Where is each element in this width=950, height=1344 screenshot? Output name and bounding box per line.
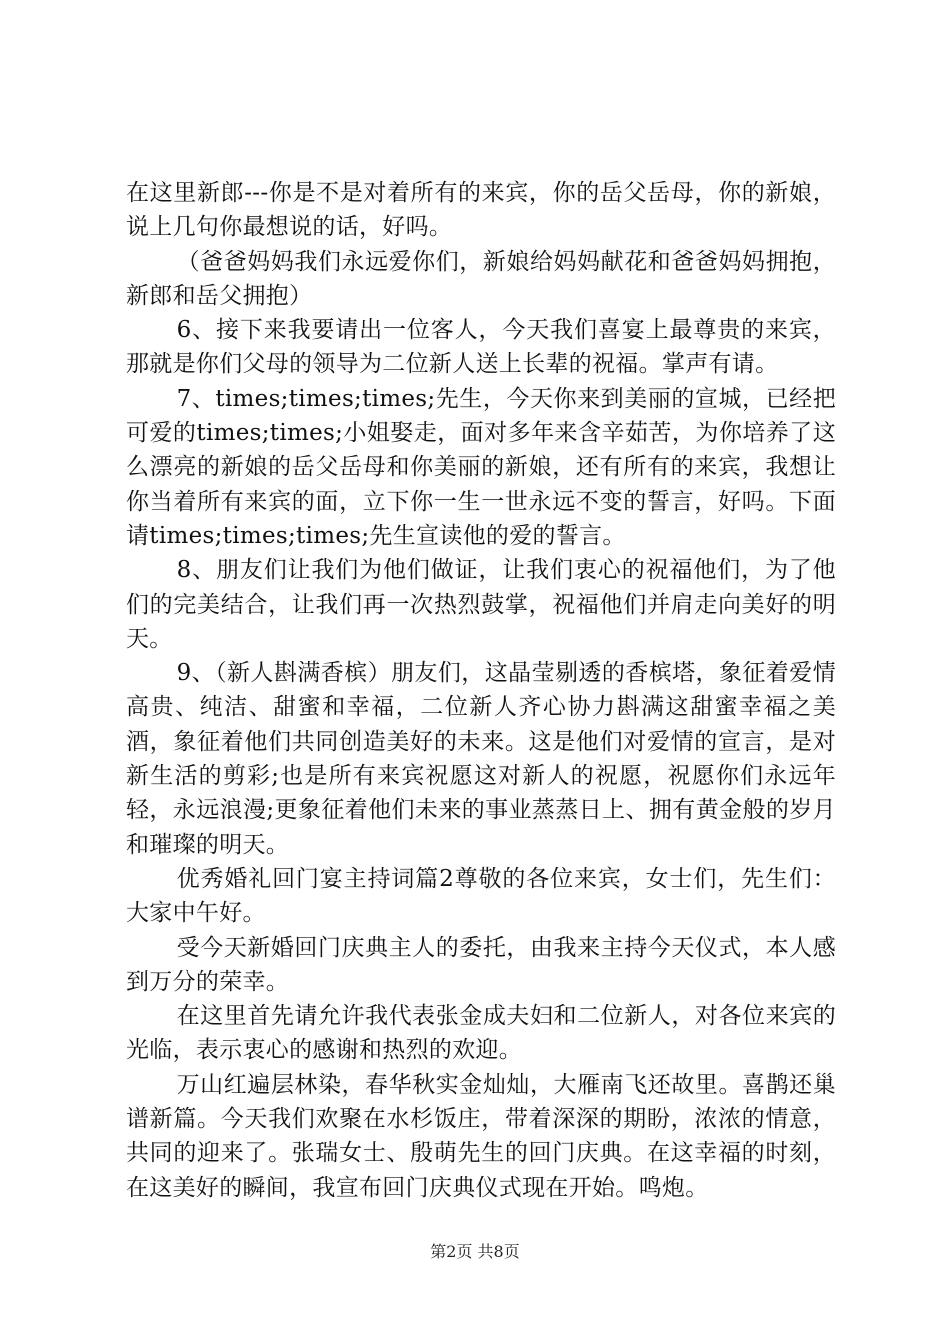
page-footer: 第2页 共8页 [430, 1242, 520, 1261]
paragraph-groom-speech: 在这里新郎---你是不是对着所有的来宾，你的岳父岳母，你的新娘，说上几句你最想说的话，好吗。 [126, 180, 836, 241]
paragraph-item-7: 7、times;times;times;先生，今天你来到美丽的宣城，已经把可爱的times;times;小姐娶走，面对多年来含辛茹苦，为你培养了这么漂亮的新娘的岳父岳母和你美丽的新娘，还有所有的来宾，我想让你当着所有来宾的面，立下你一生一世永远不变的誓言，好吗。下面请times;times;times;先生宣读他的爱的誓言。 [126, 385, 836, 549]
paragraph-section-2-title: 优秀婚礼回门宴主持词篇2尊敬的各位来宾，女士们，先生们：大家中午好。 [126, 865, 836, 927]
document-body [126, 176, 836, 1205]
paragraph-item-9: 9、（新人斟满香槟）朋友们，这晶莹剔透的香槟塔，象征着爱情高贵、纯洁、甜蜜和幸福，二位新人齐心协力斟满这甜蜜幸福之美酒，象征着他们共同创造美好的未来。这是他们对爱情的宣言，是对新生活的剪彩;也是所有来宾祝愿这对新人的祝愿，祝愿你们永远年轻，永远浪漫;更象征着他们未来的事业蒸蒸日上、拥有黄金般的岁月和璀璨的明天。 [126, 660, 836, 858]
paragraph-opening: 万山红遍层林染，春华秋实金灿灿，大雁南飞还故里。喜鹊还巢谱新篇。今天我们欢聚在水杉饭庄，带着深深的期盼，浓浓的情意，共同的迎来了。张瑞女士、殷萌先生的回门庆典。在这幸福的时刻，在这美好的瞬间，我宣布回门庆典仪式现在开始。鸣炮。 [126, 1071, 836, 1201]
paragraph-entrusted: 受今天新婚回门庆典主人的委托，由我来主持今天仪式，本人感到万分的荣幸。 [126, 934, 836, 995]
paragraph-item-8: 8、朋友们让我们为他们做证，让我们衷心的祝福他们，为了他们的完美结合，让我们再一次热烈鼓掌，祝福他们并肩走向美好的明天。 [126, 557, 836, 652]
paragraph-welcome: 在这里首先请允许我代表张金成夫妇和二位新人，对各位来宾的光临，表示衷心的感谢和热烈的欢迎。 [126, 1003, 836, 1064]
paragraph-parents-embrace: （爸爸妈妈我们永远爱你们，新娘给妈妈献花和爸爸妈妈拥抱，新郎和岳父拥抱） [126, 248, 836, 309]
paragraph-item-6: 6、接下来我要请出一位客人，今天我们喜宴上最尊贵的来宾，那就是你们父母的领导为二位新人送上长辈的祝福。掌声有请。 [126, 317, 836, 378]
